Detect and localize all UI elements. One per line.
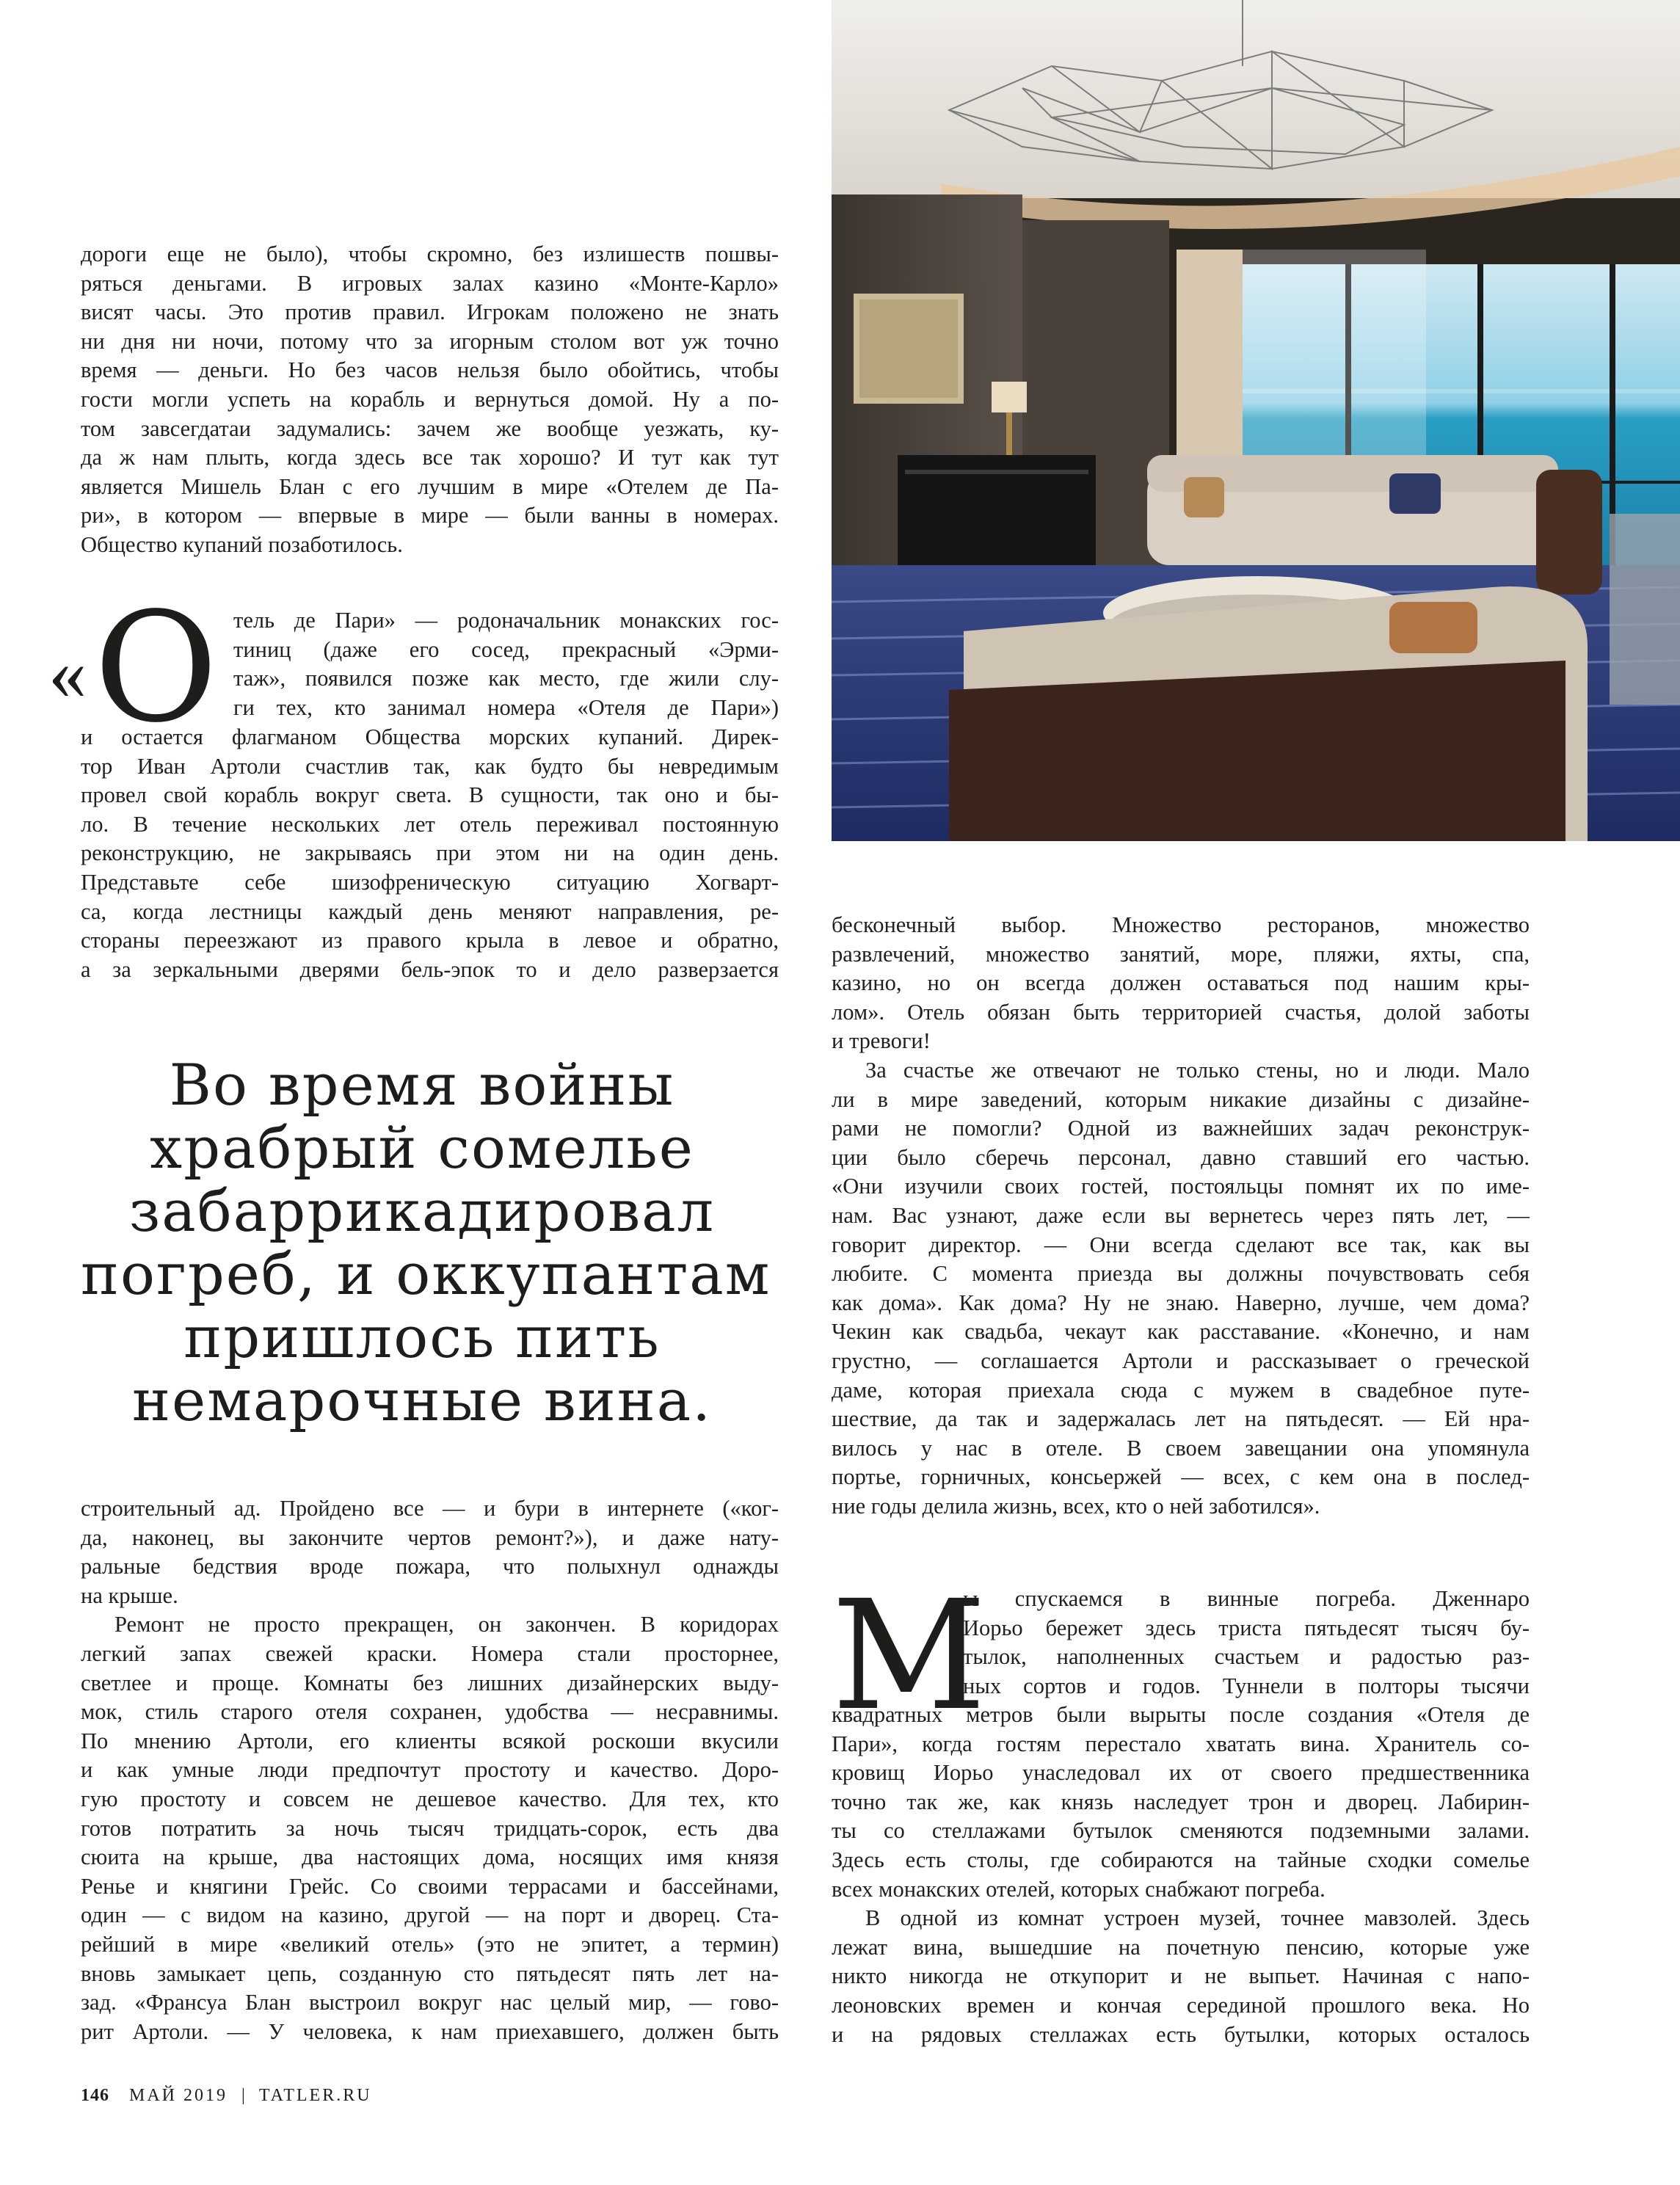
footer-separator: | bbox=[241, 2086, 245, 2105]
text-line: Иорьо бережет здесь триста пятьдесят тысяч бу- bbox=[963, 1615, 1530, 1640]
text-line: нам. Вас узнают, даже если вы вернетесь через пять лет, — bbox=[832, 1202, 1530, 1228]
text-line: как дома». Как дома? Ну не знаю. Наверно, лучше, чем дома? bbox=[832, 1290, 1530, 1315]
pull-quote-line: пришлось пить bbox=[183, 1305, 661, 1371]
hotel-suite-photo bbox=[832, 0, 1680, 841]
dropcap-guillemet: « bbox=[48, 631, 87, 716]
text-line: Здесь есть столы, где собираются на тайные сходки сомелье bbox=[832, 1847, 1530, 1872]
pull-quote-line: немарочные вина. bbox=[132, 1368, 712, 1434]
text-line: рейший в мире «великий отель» (это не эпитет, а термин) bbox=[81, 1931, 779, 1957]
text-line: да ж нам плыть, когда здесь все так хорошо? И тут как тут bbox=[81, 445, 779, 470]
text-line: даме, которая приехала сюда с мужем в свадебное путе- bbox=[832, 1377, 1530, 1403]
text-line: ни дня ни ночи, потому что за игорным столом вот уж точно bbox=[81, 328, 779, 354]
page-footer bbox=[81, 2084, 372, 2106]
text-line: дороги еще не было), чтобы скромно, без излишеств пошвы- bbox=[81, 241, 779, 266]
text-line: вновь замыкает цепь, созданную сто пятьдесят пять лет на- bbox=[81, 1960, 779, 1986]
text-line: леоновских времен и кончая серединой прошлого века. Но bbox=[832, 1992, 1530, 2018]
pull-quote-line: храбрый сомелье bbox=[150, 1116, 694, 1182]
text-line: бесконечный выбор. Множество ресторанов, множество bbox=[832, 912, 1530, 937]
text-line: гую простоту и совсем не дешевое качество. Для тех, кто bbox=[81, 1786, 779, 1811]
text-line: са, когда лестницы каждый день меняют направления, ре- bbox=[81, 898, 779, 924]
pull-quote-line: Во время войны bbox=[169, 1052, 675, 1119]
text-line: ряться деньгами. В игровых залах казино «Монте-Карло» bbox=[81, 270, 779, 296]
text-line: ты со стеллажами бутылок сменяются подземными залами. bbox=[832, 1818, 1530, 1844]
column-1-intro bbox=[81, 240, 779, 560]
text-line: гости могли успеть на корабль и вернуться домой. Ну а по- bbox=[81, 386, 779, 412]
text-line: том завсегдатаи задумались: зачем же вообще уезжать, ку- bbox=[81, 415, 779, 441]
text-line: говорит директор. — Они всегда сделают все так, как вы bbox=[832, 1232, 1530, 1257]
text-line: и тревоги! bbox=[832, 1028, 931, 1054]
pull-quote-line: погреб, и оккупантам bbox=[81, 1242, 771, 1308]
text-line: ние годы делила жизнь, всех, кто о ней заботился». bbox=[832, 1493, 1320, 1519]
text-line: на крыше. bbox=[81, 1582, 178, 1608]
column-1-bottom bbox=[81, 1494, 779, 2046]
text-line: сюита на крыше, два настоящих дома, носящих имя князя bbox=[81, 1844, 779, 1870]
text-line: портье, горничных, консьержей — всех, с кем она в послед- bbox=[832, 1464, 1530, 1490]
dropcap-letter-m: М bbox=[832, 1568, 986, 1744]
text-line: готов потратить за ночь тысяч тридцать-сорок, есть два bbox=[81, 1815, 779, 1841]
text-line: точно так же, как князь наследует трон и дворец. Лабирин- bbox=[832, 1789, 1530, 1814]
column-1-after-dropcap bbox=[81, 723, 779, 984]
text-line: и на рядовых стеллажах есть бутылки, которых осталось bbox=[832, 2021, 1530, 2047]
text-line: шествие, да так и задержалась лет на пятьдесят. — Ей нра- bbox=[832, 1406, 1530, 1432]
text-line: один — с видом на казино, другой — на порт и дворец. Ста- bbox=[81, 1902, 779, 1928]
text-line: ральные бедствия вроде пожара, что полыхнул однажды bbox=[81, 1554, 779, 1579]
text-line: Ремонт не просто прекращен, он закончен. В коридорах bbox=[114, 1612, 779, 1637]
text-line: тылок, наполненных счастьем и радостью раз- bbox=[963, 1644, 1530, 1670]
text-line: ции было сберечь персонал, давно ставший его частью. bbox=[832, 1144, 1530, 1170]
pull-quote bbox=[81, 1052, 771, 1434]
text-line: а за зеркальными дверями бель-эпок то и дело разверзается bbox=[81, 956, 779, 982]
text-line: рами не помогли? Одной из важнейших задач реконструк- bbox=[832, 1116, 1530, 1141]
text-line: легкий запах свежей краски. Номера стали просторнее, bbox=[81, 1640, 779, 1666]
text-line: ы спускаемся в винные погреба. Дженнаро bbox=[963, 1586, 1530, 1611]
text-line: светлее и проще. Комнаты без лишних дизайнерских выду- bbox=[81, 1670, 779, 1695]
text-line: ри», в котором — впервые в мире — были ванны в номерах. bbox=[81, 503, 779, 528]
text-line: ных сортов и годов. Туннели в полторы тысячи bbox=[963, 1673, 1530, 1698]
text-line: «Они изучили своих гостей, постояльцы помнят их по име- bbox=[832, 1174, 1530, 1199]
text-line: любите. С момента приезда вы должны почувствовать себя bbox=[832, 1261, 1530, 1287]
column-2-dropcap-lines bbox=[963, 1585, 1530, 1701]
column-1-dropcap-lines bbox=[233, 606, 779, 722]
text-line: стораны переезжают из правого крыла в левое и обратно, bbox=[81, 928, 779, 953]
page-number: 146 bbox=[81, 2086, 109, 2105]
text-line: тель де Пари» — родоначальник монакских гос- bbox=[233, 608, 779, 633]
text-line: ги тех, кто занимал номера «Отеля де Пари») bbox=[233, 694, 779, 720]
text-line: ли в мире заведений, которым никакие дизайны с дизайне- bbox=[832, 1086, 1530, 1112]
text-line: кровищ Иорьо унаследовал их от своего предшественника bbox=[832, 1760, 1530, 1786]
text-line: рит Артоли. — У человека, к нам приехавшего, должен быть bbox=[81, 2018, 779, 2044]
text-line: тиниц (даже его сосед, прекрасный «Эрми- bbox=[233, 636, 779, 662]
text-line: Пари», когда гостям перестало хватать вина. Хранитель со- bbox=[832, 1731, 1530, 1756]
text-line: ло. В течение нескольких лет отель переживал постоянную bbox=[81, 811, 779, 837]
text-line: зад. «Франсуа Блан выстроил вокруг нас целый мир, — гово- bbox=[81, 1990, 779, 2015]
text-line: да, наконец, вы закончите чертов ремонт?»), и даже нату- bbox=[81, 1524, 779, 1550]
text-line: висят часы. Это против правил. Игрокам положено не знать bbox=[81, 299, 779, 325]
text-line: По мнению Артоли, его клиенты всякой роскоши вкусили bbox=[81, 1728, 779, 1753]
issue-date: МАЙ 2019 bbox=[129, 2086, 228, 2105]
text-line: За счастье же отвечают не только стены, но и люди. Мало bbox=[865, 1057, 1530, 1083]
text-line: В одной из комнат устроен музей, точнее мавзолей. Здесь bbox=[865, 1905, 1530, 1931]
text-line: развлечений, множество занятий, море, пляжи, яхты, спа, bbox=[832, 941, 1530, 967]
column-2-top bbox=[832, 911, 1530, 1521]
pull-quote-line: забаррикадировал bbox=[128, 1179, 716, 1245]
text-line: является Мишель Блан с его лучшим в мире «Отелем де Па- bbox=[81, 473, 779, 499]
dropcap-letter-o: О bbox=[94, 580, 215, 756]
text-line: и остается флагманом Общества морских купаний. Дирек- bbox=[81, 724, 779, 749]
text-line: квадратных метров были вырыты после создания «Отеля де bbox=[832, 1702, 1530, 1727]
text-line: Чекин как свадьба, чекаут как расставание. «Конечно, и нам bbox=[832, 1319, 1530, 1345]
column-2-bottom bbox=[832, 1701, 1530, 2049]
text-line: Ренье и княгини Грейс. Со своими террасами и бассейнами, bbox=[81, 1873, 779, 1899]
text-line: грустно, — соглашается Артоли и рассказывает о греческой bbox=[832, 1348, 1530, 1373]
text-line: строительный ад. Пройдено все — и бури в интернете («ког- bbox=[81, 1496, 779, 1521]
text-line: Общество купаний позаботилось. bbox=[81, 531, 403, 557]
text-line: и как умные люди предпочтут простоту и качество. Доро- bbox=[81, 1757, 779, 1783]
site-name: TATLER.RU bbox=[258, 2086, 372, 2105]
text-line: тор Иван Артоли счастлив так, как будто бы невредимым bbox=[81, 753, 779, 779]
text-line: казино, но он всегда должен оставаться под нашим кры- bbox=[832, 970, 1530, 996]
text-line: мок, стиль старого отеля сохранен, удобства — несравнимы. bbox=[81, 1699, 779, 1725]
text-line: лежат вина, вышедшие на почетную пенсию, которые уже bbox=[832, 1934, 1530, 1960]
text-line: Представьте себе шизофреническую ситуацию Хогварт- bbox=[81, 869, 779, 895]
text-line: время — деньги. Но без часов нельзя было обойтись, чтобы bbox=[81, 357, 779, 383]
text-line: никто никогда не откупорит и не выпьет. Начиная с напо- bbox=[832, 1963, 1530, 1989]
text-line: вилось у нас в отеле. В своем завещании она упомянула bbox=[832, 1435, 1530, 1461]
hotel-suite-illustration bbox=[832, 0, 1680, 841]
text-line: провел свой корабль вокруг света. В сущности, так оно и бы- bbox=[81, 782, 779, 808]
text-line: лом». Отель обязан быть территорией счастья, долой заботы bbox=[832, 999, 1530, 1025]
text-line: реконструкцию, не закрываясь при этом ни на один день. bbox=[81, 840, 779, 866]
text-line: таж», появился позже как место, где жили слу- bbox=[233, 666, 779, 691]
text-line: всех монакских отелей, которых снабжают погреба. bbox=[832, 1876, 1326, 1902]
